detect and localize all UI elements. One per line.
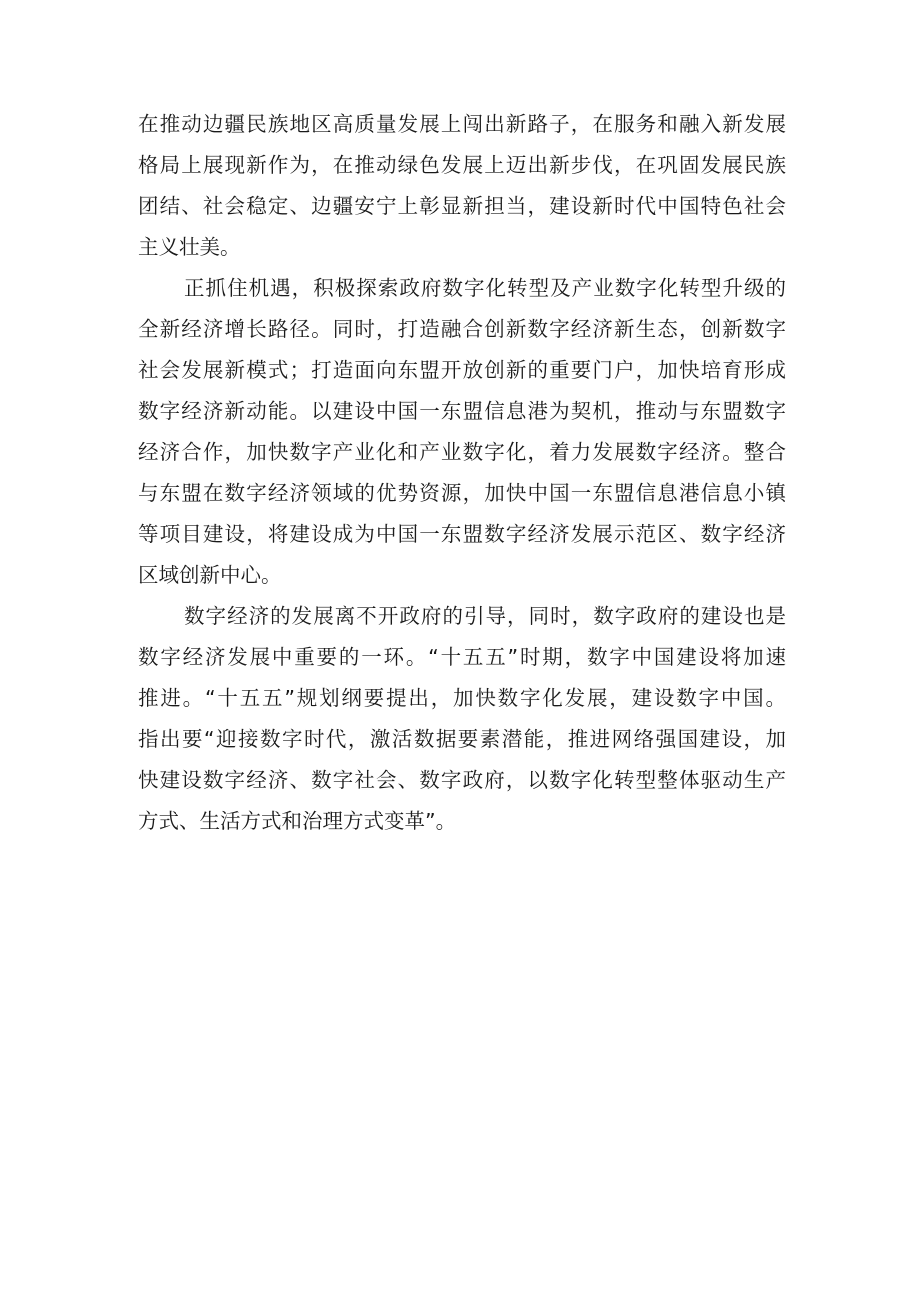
paragraph-3 (138, 596, 786, 842)
text-line: 区域创新中心。 (138, 563, 282, 587)
text-line: 等项目建设，将建设成为中国一东盟数字经济发展示范区、数字经济 (138, 522, 786, 546)
text-line: 团结、社会稳定、边疆安宁上彰显新担当，建设新时代中国特色社会 (138, 194, 786, 218)
text-line: 方式、生活方式和治理方式变革”。 (138, 809, 457, 833)
text-line: 主义壮美。 (138, 235, 241, 259)
text-line: 社会发展新模式；打造面向东盟开放创新的重要门户，加快培育形成 (138, 358, 786, 382)
text-line: 快建设数字经济、数字社会、数字政府，以数字化转型整体驱动生产 (138, 768, 786, 792)
text-line: 推进。“十五五”规划纲要提出，加快数字化发展，建设数字中国。 (138, 686, 786, 710)
text-line: 数字经济的发展离不开政府的引导，同时，数字政府的建设也是 (184, 604, 786, 628)
text-line: 正抓住机遇，积极探索政府数字化转型及产业数字化转型升级的 (184, 276, 786, 300)
text-line: 与东盟在数字经济领域的优势资源，加快中国一东盟信息港信息小镇 (138, 481, 786, 505)
text-line: 数字经济新动能。以建设中国一东盟信息港为契机，推动与东盟数字 (138, 399, 786, 423)
text-line: 在推动边疆民族地区高质量发展上闯出新路子，在服务和融入新发展 (138, 112, 786, 136)
paragraph-2 (138, 268, 786, 596)
document-body (138, 104, 786, 842)
text-line: 数字经济发展中重要的一环。“十五五”时期，数字中国建设将加速 (138, 645, 786, 669)
text-line: 格局上展现新作为，在推动绿色发展上迈出新步伐，在巩固发展民族 (138, 153, 786, 177)
text-line: 全新经济增长路径。同时，打造融合创新数字经济新生态，创新数字 (138, 317, 786, 341)
text-line: 经济合作，加快数字产业化和产业数字化，着力发展数字经济。整合 (138, 440, 786, 464)
text-line: 指出要“迎接数字时代，激活数据要素潜能，推进网络强国建设，加 (138, 727, 786, 751)
paragraph-1 (138, 104, 786, 268)
